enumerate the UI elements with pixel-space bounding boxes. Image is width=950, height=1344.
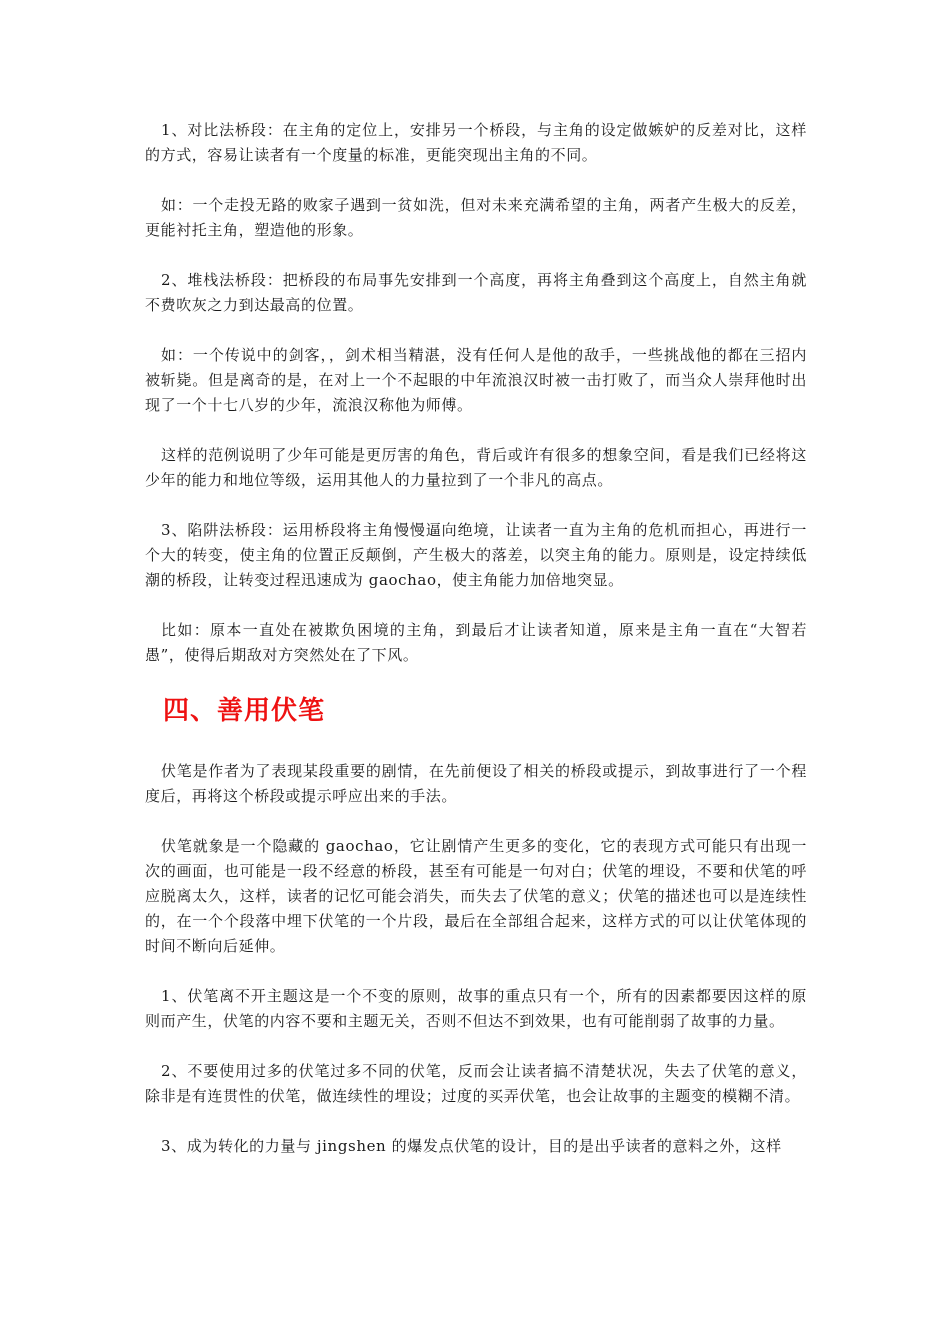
paragraph-stack-example: 如：一个传说中的剑客，，剑术相当精湛，没有任何人是他的敌手，一些挑战他的都在三招内被斩毙。但是离奇的是，在对上一个不起眼的中年流浪汉时被一击打败了，而当众人崇拜他时出现了一个十七八岁的少年，流浪汉称他为师傅。 — [145, 346, 807, 414]
paragraph-foreshadowing-definition: 伏笔是作者为了表现某段重要的剧情，在先前便设了相关的桥段或提示，到故事进行了一个程度后，再将这个桥段或提示呼应出来的手法。 — [145, 762, 807, 805]
paragraph-rule-quantity: 2、不要使用过多的伏笔过多不同的伏笔，反而会让读者搞不清楚状况，失去了伏笔的意义，除非是有连贯性的伏笔，做连续性的埋设；过度的买弄伏笔，也会让故事的主题变的模糊不清。 — [145, 1062, 807, 1105]
document-body — [145, 118, 807, 1184]
paragraph-rule-theme: 1、伏笔离不开主题这是一个不变的原则，故事的重点只有一个，所有的因素都要因这样的原则而产生，伏笔的内容不要和主题无关，否则不但达不到效果，也有可能削弱了故事的力量。 — [145, 987, 807, 1030]
paragraph-stack-explanation: 这样的范例说明了少年可能是更厉害的角色，背后或许有很多的想象空间，看是我们已经将这少年的能力和地位等级，运用其他人的力量拉到了一个非凡的高点。 — [145, 446, 807, 489]
paragraph-contrast-bridge: 1、对比法桥段：在主角的定位上，安排另一个桥段，与主角的设定做嫉妒的反差对比，这样的方式，容易让读者有一个度量的标准，更能突现出主角的不同。 — [145, 121, 807, 164]
paragraph-trap-example: 比如：原本一直处在被欺负困境的主角，到最后才让读者知道，原来是主角一直在“大智若愚”，使得后期敌对方突然处在了下风。 — [145, 621, 807, 664]
paragraph-trap-bridge: 3、陷阱法桥段：运用桥段将主角慢慢逼向绝境，让读者一直为主角的危机而担心，再进行一个大的转变，使主角的位置正反颠倒，产生极大的落差，以突主角的能力。原则是，设定持续低潮的桥段，让转变过程迅速成为 gaochao，使主角能力加倍地突显。 — [145, 521, 807, 589]
section-heading-foreshadowing: 四、善用伏笔 — [163, 696, 326, 726]
paragraph-stack-bridge: 2、堆栈法桥段：把桥段的布局事先安排到一个高度，再将主角叠到这个高度上，自然主角就不费吹灰之力到达最高的位置。 — [145, 271, 807, 314]
paragraph-rule-transformation: 3、成为转化的力量与 jingshen 的爆发点伏笔的设计，目的是出乎读者的意料之外，这样 — [161, 1137, 782, 1155]
paragraph-foreshadowing-description: 伏笔就象是一个隐藏的 gaochao，它让剧情产生更多的变化，它的表现方式可能只有出现一次的画面，也可能是一段不经意的桥段，甚至有可能是一句对白；伏笔的埋设，不要和伏笔的呼应脱离太久，这样，读者的记忆可能会消失，而失去了伏笔的意义；伏笔的描述也可以是连续性的，在一个个段落中埋下伏笔的一个片段，最后在全部组合起来，这样方式的可以让伏笔体现的时间不断向后延伸。 — [145, 837, 807, 955]
paragraph-contrast-example: 如：一个走投无路的败家子遇到一贫如洗，但对未来充满希望的主角，两者产生极大的反差，更能衬托主角，塑造他的形象。 — [145, 196, 807, 239]
